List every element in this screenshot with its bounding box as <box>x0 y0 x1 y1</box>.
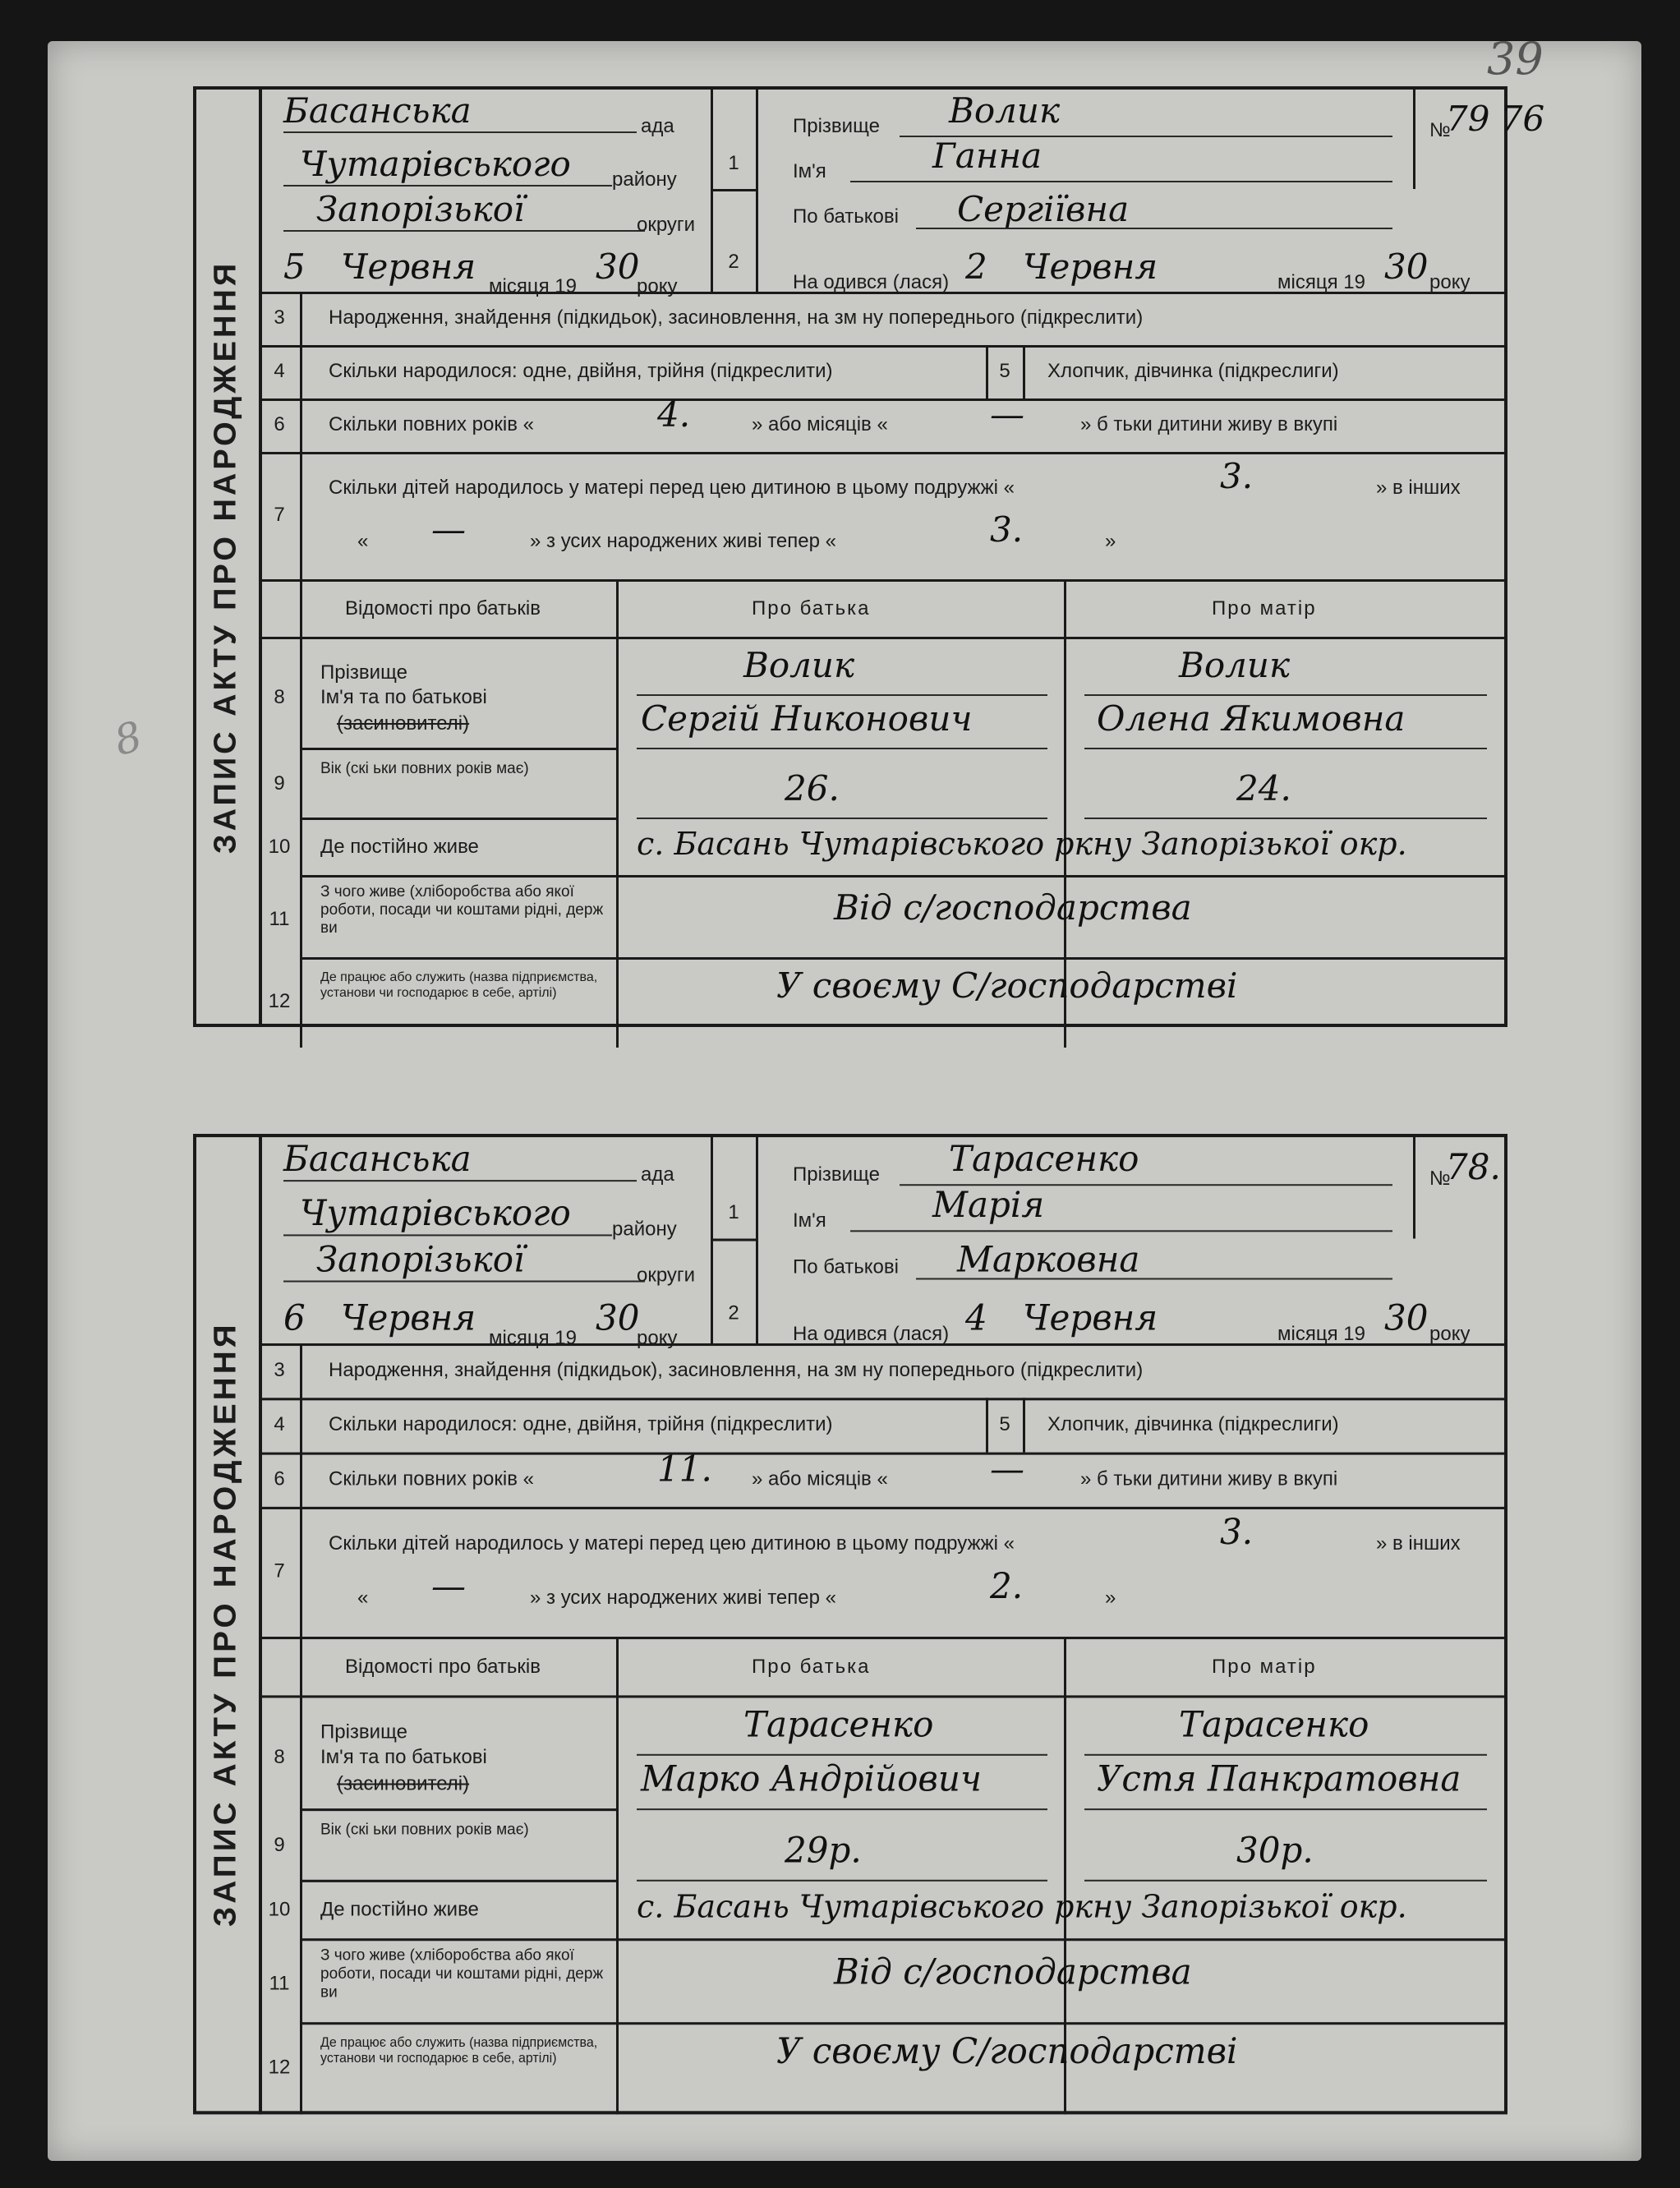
residence: с. Басань Чутарівського ркну Запорізької окр. <box>637 826 1407 862</box>
father-age: 26. <box>785 768 840 808</box>
mother-age: 24. <box>1236 768 1291 808</box>
raion-value: Чутарівського <box>300 1192 571 1234</box>
occupation: Від с/господарства <box>834 887 1192 928</box>
okrug-label: округи <box>637 214 696 236</box>
rada-value: Басанська <box>283 1138 472 1180</box>
raion-label: району <box>612 168 677 191</box>
okrug-value: Запорізької <box>316 189 525 229</box>
record-number: 79 76 <box>1446 99 1545 139</box>
child-name: Ганна <box>932 136 1043 176</box>
father-header: Про батька <box>752 1655 871 1678</box>
rada-label: ада <box>641 115 674 137</box>
row4-text: Скільки народилося: одне, двійня, трійня (підкреслити) <box>329 1412 833 1436</box>
month-label: місяця 19 <box>489 275 577 297</box>
patronymic-label: По батькові <box>793 205 899 228</box>
reg-day: 5 <box>283 246 306 287</box>
reg-year: 30 <box>596 1297 640 1338</box>
child-name: Марія <box>932 1184 1045 1226</box>
raion-value: Чутарівського <box>300 144 571 184</box>
reg-year: 30 <box>596 246 640 287</box>
children-alive: 2. <box>990 1565 1024 1607</box>
born-day: 2 <box>965 246 987 287</box>
father-header: Про батька <box>752 597 871 620</box>
mother-name: Олена Якимовна <box>1097 698 1406 739</box>
father-name: Марко Андрійович <box>641 1757 983 1799</box>
child-months: — <box>990 394 1024 435</box>
record-number: 78. <box>1446 1146 1501 1188</box>
row3-text: Народження, знайдення (підкидьок), засиновлення, на зм ну попереднього (підкреслити) <box>329 306 1144 329</box>
birth-record: ЗАПИС АКТУ ПРО НАРОДЖЕННЯ Басанська ада Чутарівського району Запорізької округи 6 Червня місяця 19 30 року 1 2 Прізвище Тарасенко Ім'я Марія По батькові Марковна № 78. На одився (лася) 4 Червня місяця 19 30 року 3 Народження, знайдення (підкидьок), засиновлення, на зм ну попереднього (підкреслити) 4 Скільки народилося: одне, двійня, трійня (підкреслити) 5 Хлопчик, дівчинка (підкреслиги) 6 Скільки повних років « 11. » або місяців « — » б тьки дитини живу в вкупі 7 Скільки дітей народилось у матері перед цею дитиною в цьому подружжі « 3. » в інших « — » з усих народжених живі тепер « 2. » Відомості про батьків Про батька Про матір 8 Прізвище Ім'я та по батькові (засиновителі) Тарасенко Тарасенко Марко Андрійович Устя Панкратовна 9 Вік (скі ьки повних років має) 29р. 30р. 10 Де постійно живе с. Басань Чутарівського ркну Запорізької окр. 11 З чого живе (хліборобства або якої роботи, посади чи коштами рідні, держ ви Від с/господарства 12 Де працює або служить (назва підприємства, установи чи господарює в себе, артілі) У своєму С/господарстві <box>193 1134 1507 2114</box>
name-label: Ім'я <box>793 1209 826 1232</box>
father-name: Сергій Никонович <box>641 698 973 739</box>
surname-label: Прізвище <box>793 1163 880 1186</box>
child-years: 4. <box>657 394 691 435</box>
mother-surname: Волик <box>1179 645 1291 685</box>
child-patronymic: Сергіївна <box>957 189 1130 229</box>
born-label: На одився (лася) <box>793 1322 950 1346</box>
birth-record: ЗАПИС АКТУ ПРО НАРОДЖЕННЯ Басанська ада Чутарівського району Запорізької округи 5 Червня місяця 19 30 року 1 2 Прізвище Волик Ім'я Ганна По батькові Сергіївна № 79 76 На одився (лася) 2 Червня місяця 19 30 року 3 Народження, знайдення (підкидьок), засиновлення, на зм ну попереднього (підкреслити) 4 Скільки народилося: одне, двійня, трійня (підкреслити) 5 Хлопчик, дівчинка (підкреслиги) 6 Скільки повних років « 4. » або місяців « — » б тьки дитини живу в вкупі 7 Скільки дітей народилось у матері перед цею дитиною в цьому подружжі « 3. » в інших « — » з усих народжених живі тепер « 3. » Відомості про батьків Про батька Про матір 8 Прізвище Ім'я та по батькові (засиновителі) Волик Волик Сергій Никонович Олена Якимовна 9 Вік (скі ьки повних років має) 26. 24. 10 Де постійно живе с. Басань Чутарівського ркну Запорізької окр. 11 З чого живе (хліборобства або якої роботи, посади чи коштами рідні, держ ви Від с/господарства 12 Де працює або служить (назва підприємства, установи чи господарює в себе, артілі) У своєму С/господарстві <box>193 86 1507 1027</box>
year-label: року <box>637 1326 678 1350</box>
parents-header: Відомості про батьків <box>345 597 541 620</box>
okrug-label: округи <box>637 1264 696 1287</box>
reg-month: Червня <box>341 1297 476 1338</box>
year-label: року <box>637 275 678 297</box>
workplace: У своєму С/господарстві <box>776 2030 1238 2072</box>
child-years: 11. <box>657 1448 712 1490</box>
mother-age: 30р. <box>1236 1829 1314 1871</box>
father-age: 29р. <box>785 1829 862 1871</box>
reg-month: Червня <box>341 246 476 287</box>
okrug-value: Запорізької <box>316 1238 525 1280</box>
page-number: 39 <box>1487 33 1544 85</box>
children-other: — <box>431 1565 466 1607</box>
born-year: 30 <box>1384 1297 1429 1338</box>
reg-day: 6 <box>283 1297 306 1338</box>
row3-text: Народження, знайдення (підкидьок), засиновлення, на зм ну попереднього (підкреслити) <box>329 1358 1144 1381</box>
father-surname: Волик <box>743 645 855 685</box>
mother-header: Про матір <box>1212 597 1317 620</box>
margin-mark: 8 <box>109 712 147 766</box>
month-label: місяця 19 <box>489 1326 577 1350</box>
mother-header: Про матір <box>1212 1655 1317 1678</box>
children-this-marriage: 3. <box>1220 1511 1254 1552</box>
mother-surname: Тарасенко <box>1179 1703 1369 1745</box>
raion-label: району <box>612 1218 677 1241</box>
record-title: ЗАПИС АКТУ ПРО НАРОДЖЕННЯ <box>208 1321 243 1928</box>
record-title: ЗАПИС АКТУ ПРО НАРОДЖЕННЯ <box>208 260 243 854</box>
row4-text: Скільки народилося: одне, двійня, трійня (підкреслити) <box>329 360 833 382</box>
number-label: № <box>1429 1167 1451 1191</box>
born-label: На одився (лася) <box>793 271 950 293</box>
parents-header: Відомості про батьків <box>345 1655 541 1678</box>
workplace: У своєму С/господарстві <box>776 965 1238 1006</box>
father-surname: Тарасенко <box>743 1703 934 1745</box>
rada-value: Басанська <box>283 90 472 131</box>
born-month: Червня <box>1023 1297 1158 1338</box>
name-label: Ім'я <box>793 160 826 182</box>
patronymic-label: По батькові <box>793 1255 899 1278</box>
number-label: № <box>1429 119 1451 141</box>
children-this-marriage: 3. <box>1220 456 1254 496</box>
residence: с. Басань Чутарівського ркну Запорізької окр. <box>637 1888 1407 1925</box>
row5-text: Хлопчик, дівчинка (підкреслиги) <box>1047 360 1339 382</box>
mother-name: Устя Панкратовна <box>1097 1757 1461 1799</box>
child-surname: Тарасенко <box>949 1138 1139 1180</box>
child-months: — <box>990 1448 1024 1490</box>
born-month: Червня <box>1023 246 1158 287</box>
children-alive: 3. <box>990 509 1024 550</box>
occupation: Від с/господарства <box>834 1951 1192 1992</box>
row5-text: Хлопчик, дівчинка (підкреслиги) <box>1047 1412 1339 1436</box>
born-day: 4 <box>965 1297 987 1338</box>
surname-label: Прізвище <box>793 115 880 137</box>
born-year: 30 <box>1384 246 1429 287</box>
children-other: — <box>431 509 466 550</box>
rada-label: ада <box>641 1163 674 1186</box>
child-surname: Волик <box>949 90 1061 131</box>
child-patronymic: Марковна <box>957 1238 1140 1280</box>
